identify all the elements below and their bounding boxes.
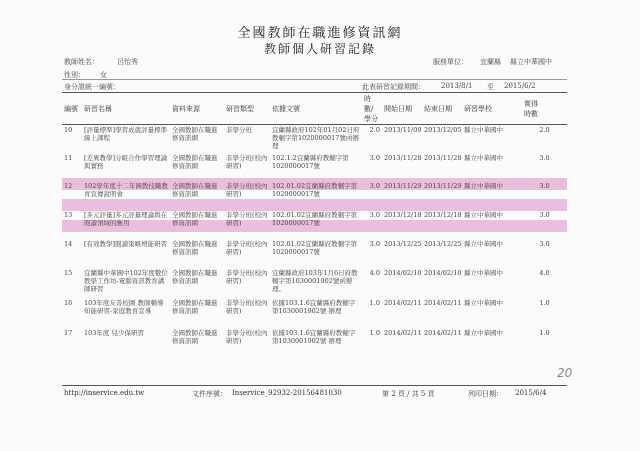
cell-school: 縣立中華國中 xyxy=(464,211,503,219)
cell-type: 非學分班(校內研習) xyxy=(226,211,268,227)
cell-doc: 102.01.02宜蘭縣府教輔字第1020000017號 xyxy=(272,182,358,198)
col-doc: 依據文號 xyxy=(270,94,362,125)
table-row xyxy=(62,238,567,267)
name-label: 教師姓名： xyxy=(64,58,99,66)
cell-source: 全國教師在職進修資訊網 xyxy=(172,240,218,256)
col-type: 研習類型 xyxy=(224,94,270,125)
cell-name: 103年度 兒少保研習 xyxy=(84,329,144,337)
cell-start: 2014/02/11 xyxy=(384,299,422,307)
col-hours xyxy=(362,94,382,125)
gender-value: 女 xyxy=(100,71,107,79)
col-serial: 編號 xyxy=(62,94,82,125)
cell-no: 14 xyxy=(64,240,73,248)
period-label: 此表研習記錄期間： xyxy=(362,83,425,91)
cell-school: 縣立中華國中 xyxy=(464,299,503,307)
cell-school: 縣立中華國中 xyxy=(464,126,503,134)
cell-no: 10 xyxy=(64,126,73,134)
cell-end: 2014/02/11 xyxy=(424,299,462,307)
cell-type: 非學分班(校內研習) xyxy=(226,329,268,345)
table-row xyxy=(62,209,567,238)
cell-end: 2013/11/29 xyxy=(424,182,462,190)
cell-no: 12 xyxy=(64,182,73,190)
cell-no: 17 xyxy=(64,329,73,337)
document-subtitle: 教師個人研習記錄 xyxy=(263,42,376,56)
name-value: 呂怡秀 xyxy=(117,58,138,66)
table-header-row xyxy=(62,94,567,125)
cell-end: 2013/12/05 xyxy=(424,126,462,134)
doc-serial-label: 文件序號： xyxy=(192,390,227,398)
cell-start: 2013/11/28 xyxy=(384,154,422,162)
table-row xyxy=(62,267,567,298)
id-label: 身分證統一編號： xyxy=(64,83,120,91)
print-date-value: 2015/6/4 xyxy=(515,389,547,397)
cell-start: 2013/11/09 xyxy=(384,126,422,134)
gender-label: 性別： xyxy=(64,71,85,79)
print-date-label: 列印日期： xyxy=(468,390,503,398)
cell-no: 11 xyxy=(64,154,73,162)
cell-name: [評量標準]學習成就評量標準線上課程 xyxy=(84,126,168,142)
cell-type: 非學分班(校內研習) xyxy=(226,269,268,285)
col-hours-line2: 學分 xyxy=(364,115,378,123)
cell-name: 103年度友善校園 教師輔導知能研習-家庭教育宣導 xyxy=(84,299,164,315)
cell-no: 13 xyxy=(64,211,73,219)
doc-serial-value: Inservice_92932-20156481030 xyxy=(232,389,342,397)
cell-hours: 2.0 xyxy=(369,126,380,134)
col-credit-line2: 時數 xyxy=(524,110,538,118)
cell-school: 縣立中華國中 xyxy=(464,154,503,162)
cell-end: 2013/12/25 xyxy=(424,240,462,248)
cell-start: 2013/12/25 xyxy=(384,240,422,248)
cell-source: 全國教師在職進修資訊網 xyxy=(172,126,218,142)
table-row xyxy=(62,125,567,154)
cell-type: 非學分班 xyxy=(226,126,252,134)
cell-hours: 1.0 xyxy=(369,299,380,307)
cell-end: 2014/02/10 xyxy=(424,269,462,277)
table-row xyxy=(62,153,567,181)
col-credit xyxy=(522,94,567,125)
cell-end: 2013/11/28 xyxy=(424,154,462,162)
cell-start: 2014/02/11 xyxy=(384,329,422,337)
cell-doc: 依據103.1.6宜蘭縣府教輔字第1030001902號 辦理 xyxy=(272,299,356,315)
cell-source: 全國教師在職進修資訊網 xyxy=(172,211,218,227)
cell-start: 2014/02/10 xyxy=(384,269,422,277)
cell-source: 全國教師在職進修資訊網 xyxy=(172,329,218,345)
cell-doc: 依據103.1.6宜蘭縣府教輔字第1030001902號 辦理 xyxy=(272,329,356,345)
cell-credit: 3.0 xyxy=(539,154,550,162)
cell-hours: 4.0 xyxy=(369,269,380,277)
cell-doc: 宜蘭縣政府103年1月6日府教輔字第1030001902號函辦理。 xyxy=(272,269,358,293)
cell-doc: 宜蘭縣政府102年01月02日府教輔字第1020000017號函辦理 xyxy=(272,126,360,150)
cell-credit: 1.0 xyxy=(539,329,550,337)
cell-end: 2014/02/11 xyxy=(424,329,462,337)
training-record-table xyxy=(62,94,567,356)
cell-no: 15 xyxy=(64,269,73,277)
cell-name: [有效教學]閱讀策略增能研習 xyxy=(84,240,168,248)
cell-type: 非學分班(校內研習) xyxy=(226,240,268,256)
cell-credit: 4.0 xyxy=(539,269,550,277)
cell-type: 非學分班(校內研習) xyxy=(226,182,268,198)
cell-credit: 3.0 xyxy=(539,182,550,190)
cell-credit: 3.0 xyxy=(539,211,550,219)
col-course: 研習名稱 xyxy=(82,94,170,125)
col-start: 開始日期 xyxy=(382,94,422,125)
footer-url: http://inservice.edu.tw xyxy=(64,389,145,397)
cell-name: 宜蘭縣中華國中102年度數位教學工作坊-電腦資訊教育講師研習 xyxy=(84,269,168,293)
table-row xyxy=(62,181,567,209)
col-end: 結束日期 xyxy=(422,94,462,125)
table-row xyxy=(62,298,567,328)
cell-name: 102學年度十二年國教技職教育宣傳說明會 xyxy=(84,182,168,198)
cell-hours: 3.0 xyxy=(369,211,380,219)
footer-rule xyxy=(62,385,567,386)
header-rule xyxy=(62,92,567,93)
cell-start: 2013/11/29 xyxy=(384,182,422,190)
cell-source: 全國教師在職進修資訊網 xyxy=(172,182,218,198)
cell-no: 16 xyxy=(64,299,73,307)
unit-county: 宜蘭縣 xyxy=(480,58,501,66)
cell-hours: 3.0 xyxy=(369,182,380,190)
unit-label: 服務單位： xyxy=(433,58,468,66)
cell-school: 縣立中華國中 xyxy=(464,329,503,337)
unit-school: 縣立中華國中 xyxy=(510,58,552,66)
document-title: 全國教師在職進修資訊網 xyxy=(237,26,403,41)
col-source: 資料來源 xyxy=(170,94,224,125)
cell-credit: 1.0 xyxy=(539,299,550,307)
period-from: 2013/8/1 xyxy=(441,82,473,90)
col-school: 研習學校 xyxy=(462,94,522,125)
col-credit-line1: 實得 xyxy=(524,100,538,108)
cell-hours: 3.0 xyxy=(369,154,380,162)
cell-hours: 3.0 xyxy=(369,240,380,248)
cell-source: 全國教師在職進修資訊網 xyxy=(172,269,218,285)
cell-school: 縣立中華國中 xyxy=(464,240,503,248)
handwritten-note: 20 xyxy=(557,366,573,380)
cell-school: 縣立中華國中 xyxy=(464,182,503,190)
cell-credit: 3.0 xyxy=(539,240,550,248)
cell-doc: 102.01.02宜蘭縣府教輔字第1020000017號 xyxy=(272,211,358,227)
cell-hours: 1.0 xyxy=(369,329,380,337)
cell-credit: 2.0 xyxy=(539,126,550,134)
cell-school: 縣立中華國中 xyxy=(464,269,503,277)
cell-doc: 102.01.02宜蘭縣府教輔字第1020000017號 xyxy=(272,240,358,256)
cell-name: [多元評量]多元評量理論與在閱讀領域的應用 xyxy=(84,211,168,227)
cell-name: [差異教學]分組合作學習理論與實務 xyxy=(84,154,168,170)
col-hours-line1: 時數/ xyxy=(364,95,374,113)
period-sep: 至 xyxy=(487,83,494,91)
cell-start: 2013/12/18 xyxy=(384,211,422,219)
page-indicator: 第 2 頁 / 共 5 頁 xyxy=(382,390,435,398)
table-row xyxy=(62,328,567,356)
cell-source: 全國教師在職進修資訊網 xyxy=(172,299,218,315)
cell-doc: 102.1.2宜蘭縣府教輔字第1020000017號 xyxy=(272,154,349,170)
period-to: 2015/6/2 xyxy=(504,82,536,90)
cell-source: 全國教師在職進修資訊網 xyxy=(172,154,218,170)
info-divider xyxy=(62,79,567,80)
cell-type: 非學分班(校內研習) xyxy=(226,299,268,315)
cell-type: 非學分班(校內研習) xyxy=(226,154,268,170)
cell-end: 2013/12/18 xyxy=(424,211,462,219)
